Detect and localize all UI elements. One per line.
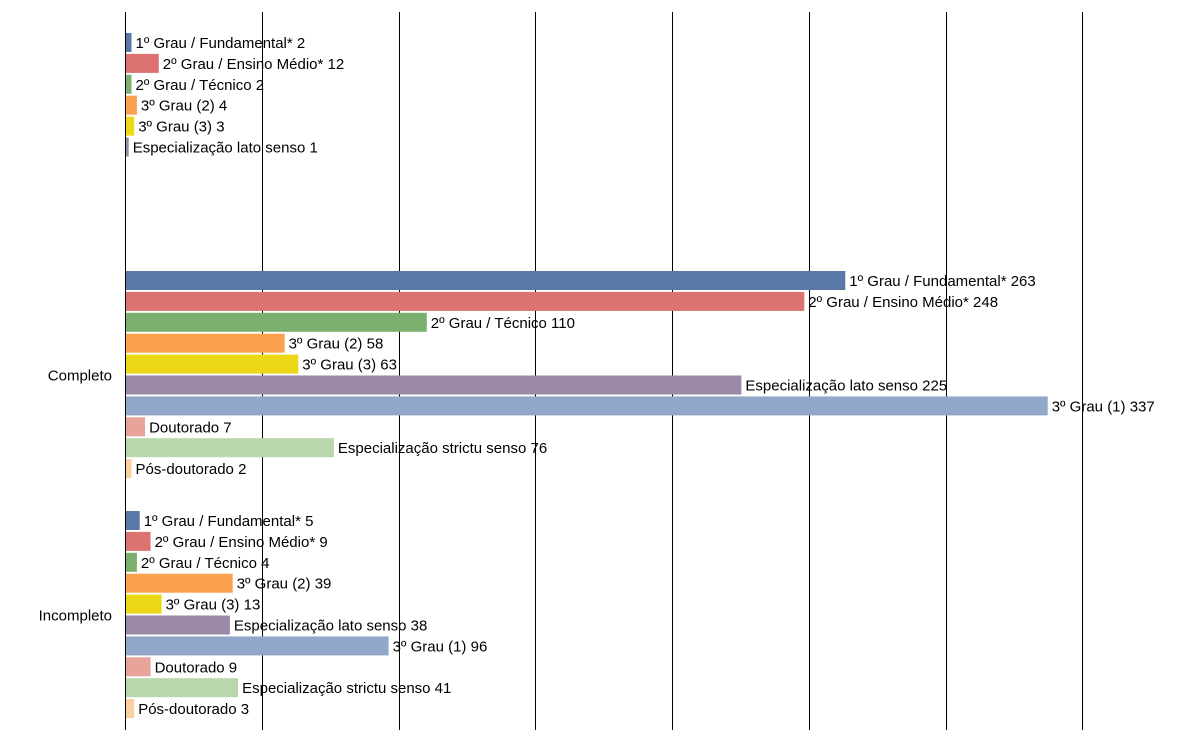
data-label: 1º Grau / Fundamental* 263 (849, 273, 1036, 290)
category-label: Incompleto (38, 607, 112, 625)
data-label: 1º Grau / Fundamental* 2 (135, 35, 306, 52)
bar (126, 438, 334, 457)
bar (126, 595, 162, 614)
bar (126, 117, 134, 136)
data-label: 2º Grau / Ensino Médio* 248 (808, 293, 999, 311)
data-label: Doutorado 9 (154, 659, 238, 677)
data-label: 2º Grau / Técnico 4 (140, 554, 270, 572)
data-label: Especialização strictu senso 41 (242, 680, 452, 698)
data-label: 3º Grau (3) 3 (138, 118, 225, 136)
data-label: Doutorado 7 (149, 419, 232, 437)
bar (126, 33, 132, 52)
data-label: Especialização lato senso 225 (745, 377, 948, 395)
bar (126, 376, 741, 395)
bar (126, 657, 151, 676)
category-labels (39, 368, 112, 625)
data-label: 3º Grau (3) 63 (302, 356, 397, 374)
bar (126, 417, 145, 436)
data-label: Pós-doutorado 3 (138, 701, 250, 719)
bar (126, 636, 389, 655)
bars (126, 33, 1048, 718)
data-label: 2º Grau / Técnico 2 (135, 76, 265, 94)
data-label: Especialização strictu senso 76 (337, 440, 548, 458)
bar (126, 292, 804, 311)
bar (126, 271, 845, 290)
bar (126, 553, 137, 572)
data-label: 1º Grau / Fundamental* 5 (143, 513, 314, 530)
bar (126, 138, 129, 157)
bar (126, 574, 233, 593)
bar (126, 313, 427, 332)
bar (126, 96, 137, 115)
data-label: Pós-doutorado 2 (135, 461, 247, 479)
data-label: 3º Grau (1) 337 (1051, 398, 1155, 416)
bar (126, 334, 285, 353)
data-label: 3º Grau (2) 4 (140, 97, 228, 115)
data-label: 3º Grau (2) 39 (236, 575, 332, 593)
data-label: Especialização lato senso 1 (132, 139, 318, 157)
bar (126, 699, 134, 718)
data-label: 2º Grau / Ensino Médio* 9 (154, 533, 328, 551)
data-label: 3º Grau (3) 13 (165, 596, 261, 614)
bar (126, 532, 151, 551)
bar (126, 511, 140, 530)
category-label: Completo (47, 367, 112, 385)
data-label: 2º Grau / Ensino Médio* 12 (162, 55, 345, 73)
data-label: Especialização lato senso 38 (233, 617, 428, 635)
bar (126, 678, 238, 697)
bar (126, 355, 298, 374)
bar (126, 616, 230, 635)
bar (126, 396, 1048, 415)
data-label: 3º Grau (2) 58 (288, 335, 384, 353)
data-label: 2º Grau / Técnico 110 (430, 314, 575, 332)
bar (126, 75, 132, 94)
bar (126, 54, 159, 73)
bar (126, 459, 132, 478)
data-label: 3º Grau (1) 96 (392, 638, 488, 656)
